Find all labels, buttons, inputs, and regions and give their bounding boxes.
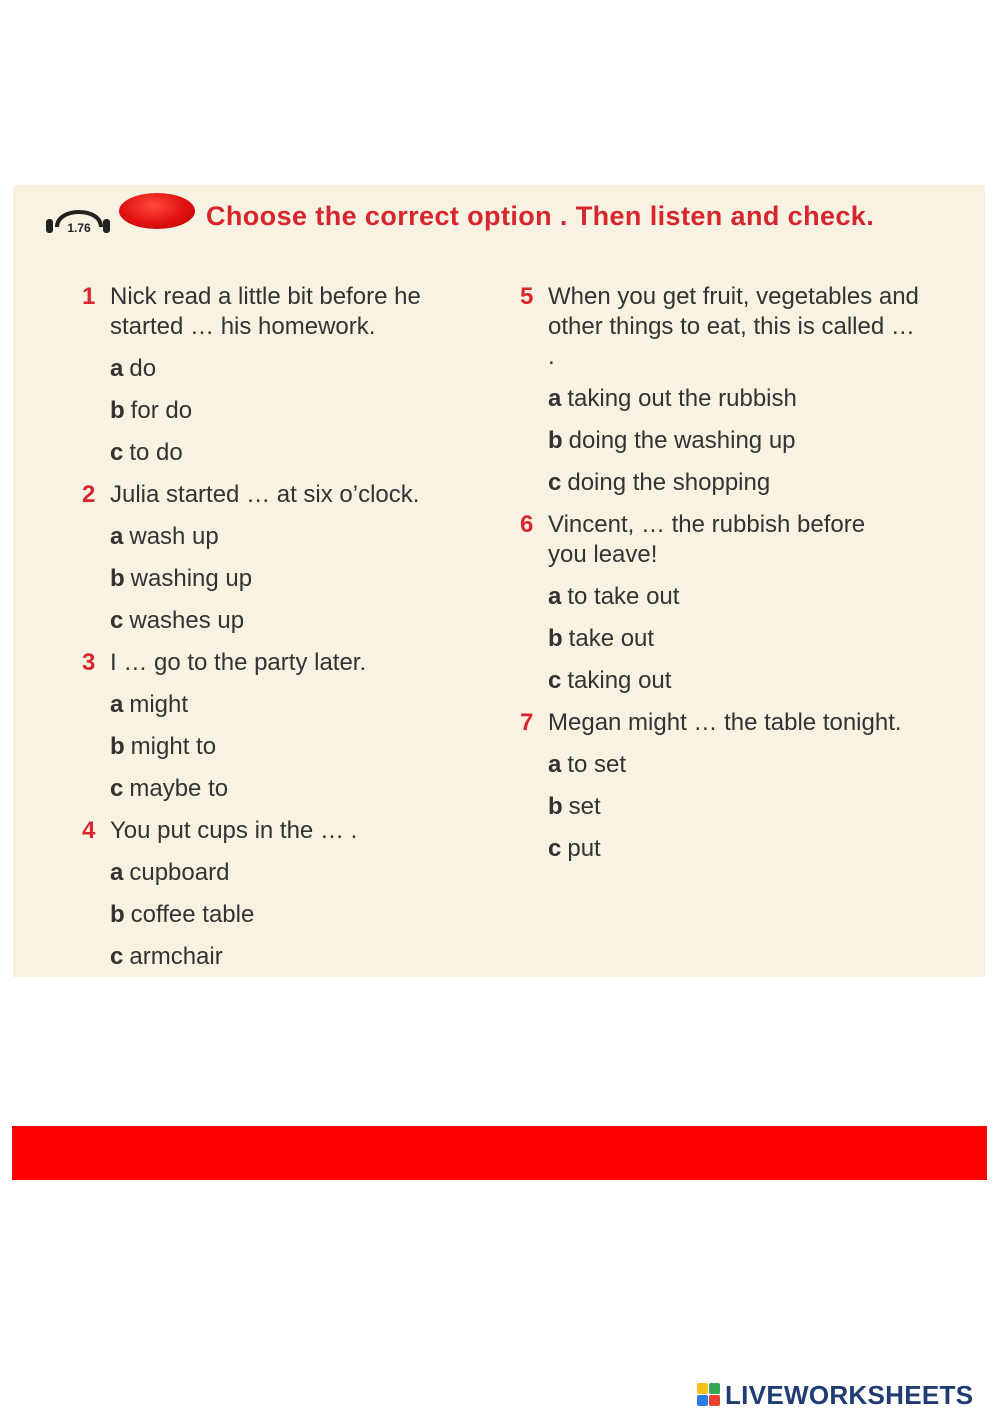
option-c[interactable]: c washes up [110, 607, 245, 634]
question-number: 5 [520, 283, 534, 310]
question-stem: Vincent, … the rubbish before you leave! [548, 511, 866, 568]
option-b[interactable]: b set [548, 793, 601, 820]
option-a[interactable]: a taking out the rubbish [548, 385, 797, 412]
option-a[interactable]: a do [110, 355, 157, 382]
option-a[interactable]: a to set [548, 751, 627, 778]
option-c[interactable]: c put [548, 835, 601, 862]
track-number: 1.76 [67, 221, 91, 235]
option-a[interactable]: a to take out [548, 583, 680, 610]
question-stem: Julia started … at six o’clock. [110, 481, 420, 508]
option-b[interactable]: b take out [548, 625, 655, 652]
option-b[interactable]: b doing the washing up [548, 427, 796, 454]
logo-grid-icon [697, 1383, 721, 1407]
option-a[interactable]: a cupboard [110, 859, 230, 886]
question-number: 6 [520, 511, 534, 538]
option-c[interactable]: c taking out [548, 667, 672, 694]
question-stem: Megan might … the table tonight. [548, 709, 902, 736]
option-a[interactable]: a might [110, 691, 189, 718]
option-b[interactable]: b washing up [110, 565, 253, 592]
option-c[interactable]: c maybe to [110, 775, 229, 802]
question-5 [520, 282, 960, 498]
question-number: 1 [82, 283, 96, 310]
question-6 [520, 510, 960, 696]
question-3 [82, 648, 507, 804]
question-stem: I … go to the party later. [110, 649, 367, 676]
option-c[interactable]: c armchair [110, 943, 223, 970]
liveworksheets-logo [697, 1378, 973, 1412]
questions-column-left [82, 282, 507, 972]
red-button-icon[interactable] [119, 193, 195, 229]
option-c[interactable]: c to do [110, 439, 183, 466]
option-b[interactable]: b might to [110, 733, 217, 760]
question-stem: Nick read a little bit before he started … his homework. [110, 283, 421, 340]
option-a[interactable]: a wash up [110, 523, 219, 550]
option-b[interactable]: b coffee table [110, 901, 255, 928]
question-1 [82, 282, 507, 468]
exercise-header [13, 185, 985, 255]
question-stem: When you get fruit, vegetables and other things to eat, this is called … . [548, 283, 919, 370]
question-number: 7 [520, 709, 534, 736]
question-number: 4 [82, 817, 96, 844]
question-4 [82, 816, 507, 972]
questions-column-right [520, 282, 960, 864]
headphones-icon[interactable] [43, 193, 115, 235]
logo-text: LIVEWORKSHEETS [725, 1379, 974, 1410]
instruction-text: Choose the correct option . Then listen and check. [206, 201, 875, 231]
question-number: 2 [82, 481, 96, 508]
question-stem: You put cups in the … . [110, 817, 358, 844]
exercise-panel [13, 185, 985, 977]
option-c[interactable]: c doing the shopping [548, 469, 771, 496]
question-number: 3 [82, 649, 96, 676]
answer-bar[interactable] [12, 1126, 987, 1180]
option-b[interactable]: b for do [110, 397, 193, 424]
question-7 [520, 708, 960, 864]
question-2 [82, 480, 507, 636]
